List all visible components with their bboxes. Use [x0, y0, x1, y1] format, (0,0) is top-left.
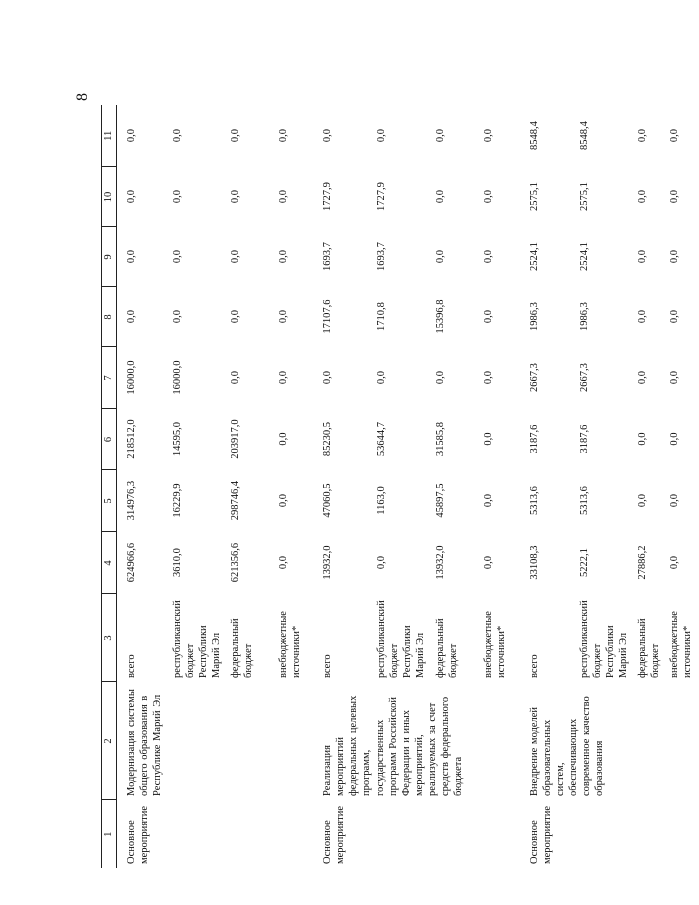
value-cell: 0,0	[637, 370, 648, 385]
value-cell: 45897,5	[434, 483, 446, 518]
column-number-3: 3	[102, 594, 117, 682]
value-cell: 0,0	[482, 309, 494, 324]
column-number-6: 6	[102, 409, 117, 470]
column-number-9: 9	[102, 227, 117, 287]
value-cell: 2667,3	[528, 363, 540, 392]
value-cell: 33108,3	[528, 545, 540, 580]
funding-source-cell: республиканский бюджет Республики Марий Эл	[376, 600, 427, 678]
value-cell: 0,0	[669, 309, 681, 324]
value-cell: 0,0	[637, 128, 648, 143]
value-cell: 0,0	[376, 128, 387, 143]
value-cell: 0,0	[482, 189, 494, 204]
value-cell: 85230,5	[322, 421, 333, 457]
value-cell: 0,0	[637, 432, 648, 446]
value-cell: 27886,2	[637, 545, 648, 580]
value-cell: 5313,6	[578, 486, 590, 515]
value-cell: 0,0	[482, 128, 494, 143]
value-cell: 3610,0	[171, 548, 183, 577]
value-cell: 621356,6	[230, 542, 241, 583]
value-cell: 5222,1	[578, 548, 590, 577]
value-cell: 0,0	[669, 189, 681, 204]
value-cell: 0,0	[669, 555, 681, 570]
value-cell: 0,0	[669, 432, 681, 446]
value-cell: 31585,8	[434, 421, 446, 457]
budget-table	[101, 105, 699, 868]
value-cell: 0,0	[669, 128, 681, 143]
value-cell: 17107,6	[322, 299, 333, 334]
funding-source-cell: федеральный бюджет	[434, 618, 459, 678]
value-cell: 0,0	[637, 189, 648, 204]
value-cell: 5313,6	[528, 486, 540, 515]
value-cell: 0,0	[637, 249, 648, 264]
value-cell: 0,0	[482, 370, 494, 385]
value-cell: 0,0	[171, 128, 183, 143]
value-cell: 0,0	[376, 370, 387, 385]
value-cell: 1163,0	[376, 486, 387, 515]
value-cell: 2524,1	[528, 242, 540, 271]
value-cell: 0,0	[322, 370, 333, 385]
value-cell: 1986,3	[578, 302, 590, 331]
column-number-5: 5	[102, 470, 117, 532]
value-cell: 53644,7	[376, 421, 387, 457]
value-cell: 0,0	[278, 189, 289, 204]
value-cell: 0,0	[171, 309, 183, 324]
funding-source-cell: внебюджетные источники*	[669, 611, 694, 678]
table-body	[117, 105, 699, 868]
value-cell: 16229,9	[171, 483, 183, 518]
column-number-4: 4	[102, 532, 117, 594]
value-cell: 16000,0	[126, 360, 137, 395]
value-cell: 47060,5	[322, 483, 333, 518]
value-cell: 15396,8	[434, 299, 446, 334]
value-cell: 1727,9	[322, 182, 333, 211]
column-number-8: 8	[102, 287, 117, 347]
value-cell: 0,0	[278, 493, 289, 508]
value-cell: 0,0	[230, 128, 241, 143]
funding-source-cell: всего	[322, 654, 333, 678]
value-cell: 0,0	[126, 309, 137, 324]
value-cell: 14595,0	[171, 421, 183, 457]
event-type-cell: Основное мероприятие	[322, 806, 347, 864]
value-cell: 0,0	[230, 189, 241, 204]
value-cell: 1727,9	[376, 182, 387, 211]
value-cell: 298746,4	[230, 480, 241, 521]
value-cell: 0,0	[434, 249, 446, 264]
funding-source-cell: внебюджетные источники*	[482, 611, 507, 678]
value-cell: 1693,7	[322, 242, 333, 271]
value-cell: 2524,1	[578, 242, 590, 271]
value-cell: 203917,0	[230, 419, 241, 459]
column-number-row	[102, 105, 117, 868]
funding-source-cell: всего	[528, 654, 540, 678]
funding-source-cell: федеральный бюджет	[230, 618, 255, 678]
column-number-7: 7	[102, 347, 117, 409]
value-cell: 2575,1	[578, 182, 590, 211]
funding-source-cell: республиканский бюджет Республики Марий Эл	[578, 600, 629, 678]
value-cell: 0,0	[669, 493, 681, 508]
value-cell: 0,0	[637, 493, 648, 508]
value-cell: 314976,3	[126, 480, 137, 521]
value-cell: 0,0	[278, 309, 289, 324]
column-number-2: 2	[102, 682, 117, 800]
value-cell: 0,0	[434, 128, 446, 143]
event-type-cell: Основное мероприятие	[126, 806, 151, 864]
value-cell: 0,0	[482, 249, 494, 264]
column-number-11: 11	[102, 105, 117, 167]
value-cell: 0,0	[126, 249, 137, 264]
value-cell: 1986,3	[528, 302, 540, 331]
value-cell: 1693,7	[376, 242, 387, 271]
value-cell: 0,0	[434, 370, 446, 385]
value-cell: 218512,0	[126, 419, 137, 459]
value-cell: 0,0	[669, 249, 681, 264]
page-number: 8	[74, 93, 91, 101]
value-cell: 0,0	[322, 128, 333, 143]
table-row	[520, 105, 576, 868]
value-cell: 624966,6	[126, 542, 137, 583]
value-cell: 0,0	[434, 189, 446, 204]
value-cell: 2667,3	[578, 363, 590, 392]
value-cell: 0,0	[230, 249, 241, 264]
value-cell: 1710,8	[376, 302, 387, 331]
value-cell: 13932,0	[434, 545, 446, 580]
value-cell: 16000,0	[171, 360, 183, 395]
column-number-10: 10	[102, 167, 117, 227]
column-number-1: 1	[102, 800, 117, 868]
value-cell: 0,0	[669, 370, 681, 385]
value-cell: 0,0	[126, 189, 137, 204]
event-type-cell: Основное мероприятие	[528, 806, 553, 864]
event-name-cell: Реализация мероприятий федеральных целевых программ, государственных программ Российской Федерации и иных мероприятий, реализуемых за счет средств федерального бюджета	[322, 695, 465, 796]
event-name-cell: Внедрение моделей образовательных систем, обеспечивающих современное качество образования	[528, 696, 606, 796]
value-cell: 0,0	[278, 555, 289, 570]
value-cell: 0,0	[230, 370, 241, 385]
value-cell: 3187,6	[578, 424, 590, 454]
value-cell: 0,0	[278, 432, 289, 446]
value-cell: 8548,4	[578, 121, 590, 150]
value-cell: 0,0	[637, 309, 648, 324]
value-cell: 0,0	[376, 555, 387, 570]
funding-source-cell: внебюджетные источники*	[278, 611, 303, 678]
value-cell: 0,0	[278, 370, 289, 385]
value-cell: 0,0	[171, 249, 183, 264]
funding-source-cell: федеральный бюджет	[637, 618, 662, 678]
value-cell: 0,0	[482, 432, 494, 446]
value-cell: 0,0	[126, 128, 137, 143]
value-cell: 0,0	[482, 493, 494, 508]
value-cell: 0,0	[278, 249, 289, 264]
event-name-cell: Модернизация системы общего образования в Республике Марий Эл	[126, 689, 164, 796]
value-cell: 0,0	[482, 555, 494, 570]
value-cell: 2575,1	[528, 182, 540, 211]
value-cell: 0,0	[278, 128, 289, 143]
table-row	[313, 105, 373, 868]
value-cell: 13932,0	[322, 545, 333, 580]
value-cell: 0,0	[171, 189, 183, 204]
value-cell: 3187,6	[528, 424, 540, 454]
value-cell: 0,0	[230, 309, 241, 324]
table-row	[117, 105, 169, 868]
value-cell: 8548,4	[528, 121, 540, 150]
funding-source-cell: республиканский бюджет Республики Марий Эл	[171, 600, 222, 678]
funding-source-cell: всего	[126, 654, 137, 678]
